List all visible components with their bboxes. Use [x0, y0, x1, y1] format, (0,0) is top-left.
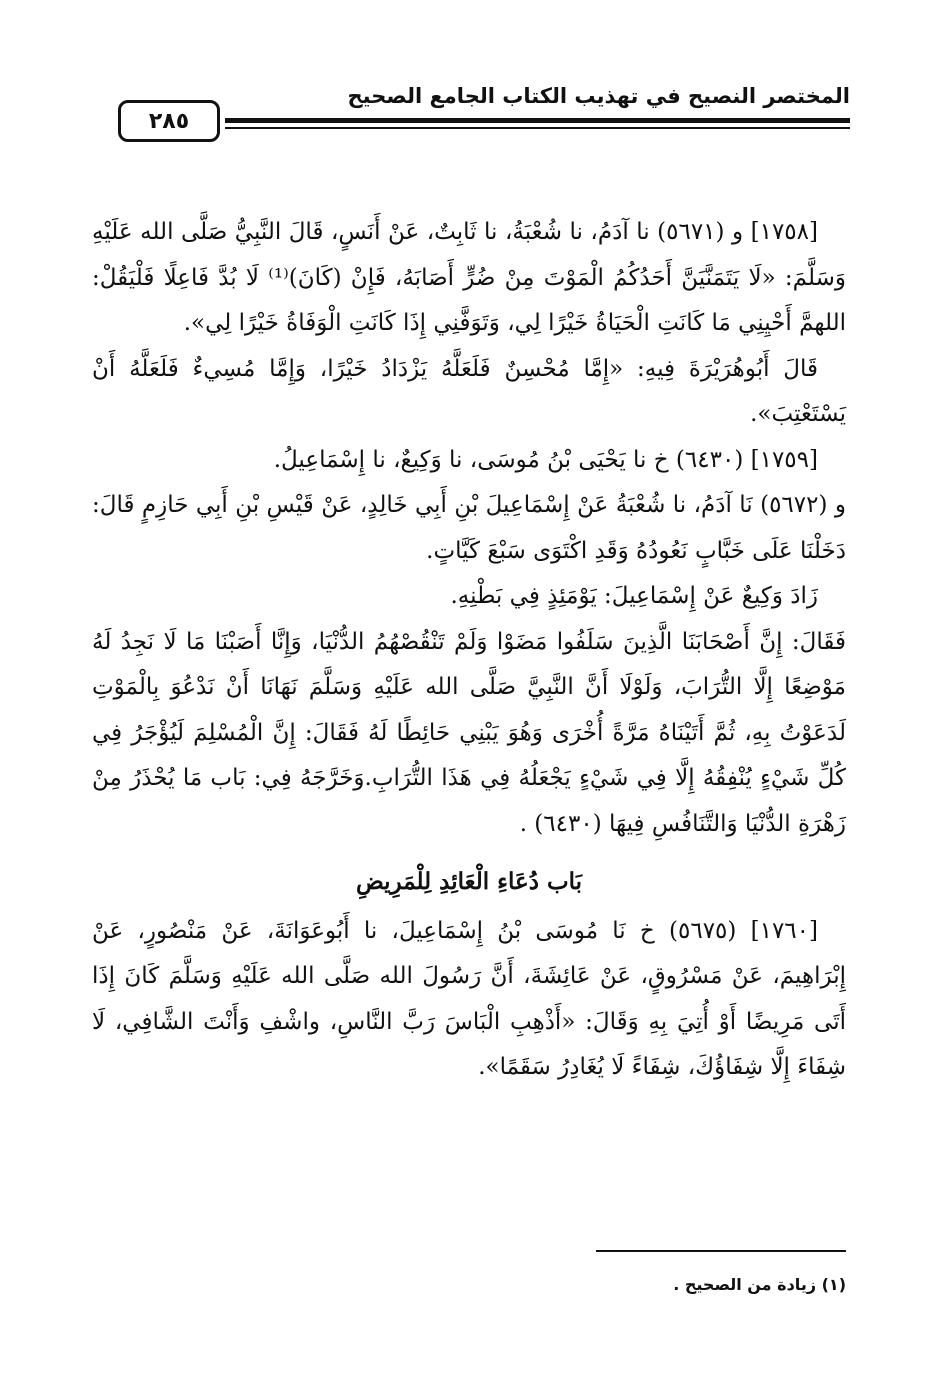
- footnote-divider: [596, 1250, 846, 1252]
- paragraph-chain: و (٥٦٧٢) نَا آدَمُ، نا شُعْبَةُ عَنْ إِسْمَاعِيلَ بْنِ أَبِي خَالِدٍ، عَنْ قَيْسِ بْنِ أَبِي حَازِمٍ قَالَ: دَخَلْنَا عَلَى خَبَّابٍ نَعُودُهُ وَقَدِ اكْتَوَى سَبْعَ كَيَّاتٍ.: [92, 492, 846, 564]
- paragraph-hadith-1758: [١٧٥٨] و (٥٦٧١) نا آدَمُ، نا شُعْبَةُ، نا ثَابِتٌ، عَنْ أَنَسٍ، قَالَ النَّبِيُّ صَلَّى الله عَلَيْهِ وَسَلَّمَ: «لَا يَتَمَنَّيَنَّ أَحَدُكُمُ الْمَوْتَ مِنْ ضُرٍّ أَصَابَهُ، فَإِنْ (كَانَ)⁽¹⁾ لَا بُدَّ فَاعِلًا فَلْيَقُلْ: اللهمَّ أَحْيِنِي مَا كَانَتِ الْحَيَاةُ خَيْرًا لِي، وَتَوَفَّنِي إِذَا كَانَتِ الْوَفَاةُ خَيْرًا لِي».: [92, 219, 846, 336]
- page-header: [115, 78, 850, 148]
- chapter-title: بَاب دُعَاءِ الْعَائِدِ لِلْمَرِيضِ: [355, 868, 583, 895]
- header-rule-thin: [225, 127, 850, 129]
- paragraph-waki-addition: زَادَ وَكِيعٌ عَنْ إِسْمَاعِيلَ: يَوْمَئِذٍ فِي بَطْنِهِ.: [450, 583, 818, 609]
- paragraph-abu-hurayra: قَالَ أَبُوهُرَيْرَةَ فِيهِ: «إِمَّا مُحْسِنٌ فَلَعَلَّهُ يَزْدَادُ خَيْرًا، وَإِمَّا مُسِيءٌ فَلَعَلَّهُ أَنْ يَسْتَعْتِبَ».: [92, 355, 846, 427]
- main-text: [92, 210, 846, 1091]
- paragraph-khabbab: فَقَالَ: إِنَّ أَصْحَابَنَا الَّذِينَ سَلَفُوا مَضَوْا وَلَمْ تَنْقُصْهُمُ الدُّنْيَا، وَإِنَّا أَصَبْنَا مَا لَا نَجِدُ لَهُ مَوْضِعًا إِلَّا التُّرَابَ، وَلَوْلَا أَنَّ النَّبِيَّ صَلَّى الله عَلَيْهِ وَسَلَّمَ نَهَانَا أَنْ نَدْعُوَ بِالْمَوْتِ لَدَعَوْتُ بِهِ، ثُمَّ أَتَيْنَاهُ مَرَّةً أُخْرَى وَهُوَ يَبْنِي حَائِطًا لَهُ فَقَالَ: إِنَّ الْمُسْلِمَ لَيُؤْجَرُ فِي كُلِّ شَيْءٍ يُنْفِقُهُ إِلَّا فِي شَيْءٍ يَجْعَلُهُ فِي هَذَا التُّرَابِ.وَخَرَّجَهُ فِي: بَاب مَا يُحْذَرُ مِنْ زَهْرَةِ الدُّنْيَا وَالتَّنَافُسِ فِيهَا (٦٤٣٠) .: [92, 628, 846, 837]
- paragraph-hadith-1760: [١٧٦٠] (٥٦٧٥) خ نَا مُوسَى بْنُ إِسْمَاعِيلَ، نا أَبُوعَوَانَةَ، عَنْ مَنْصُورٍ، عَنْ إِبْرَاهِيمَ، عَنْ مَسْرُوقٍ، عَنْ عَائِشَةَ، أَنَّ رَسُولَ الله صَلَّى الله عَلَيْهِ وَسَلَّمَ كَانَ إِذَا أَتَى مَرِيضًا أَوْ أُتِيَ بِهِ وَقَالَ: «أَذْهِبِ الْبَاسَ رَبَّ النَّاسِ، واشْفِ وَأَنْتَ الشَّافِي، لَا شِفَاءَ إِلَّا شِفَاؤُكَ، شِفَاءً لَا يُغَادِرُ سَقَمًا».: [92, 917, 846, 1080]
- running-title: المختصر النصيح في تهذيب الكتاب الجامع الصحيح: [347, 84, 850, 108]
- header-rule-thick: [225, 118, 850, 123]
- paragraph-hadith-1759: [١٧٥٩] (٦٤٣٠) خ نا يَحْيَى بْنُ مُوسَى، نا وَكِيعٌ، نا إِسْمَاعِيلُ.: [273, 446, 818, 473]
- page-number: ٢٨٥: [118, 100, 220, 142]
- footnote: (١) زيادة من الصحيح .: [673, 1275, 846, 1294]
